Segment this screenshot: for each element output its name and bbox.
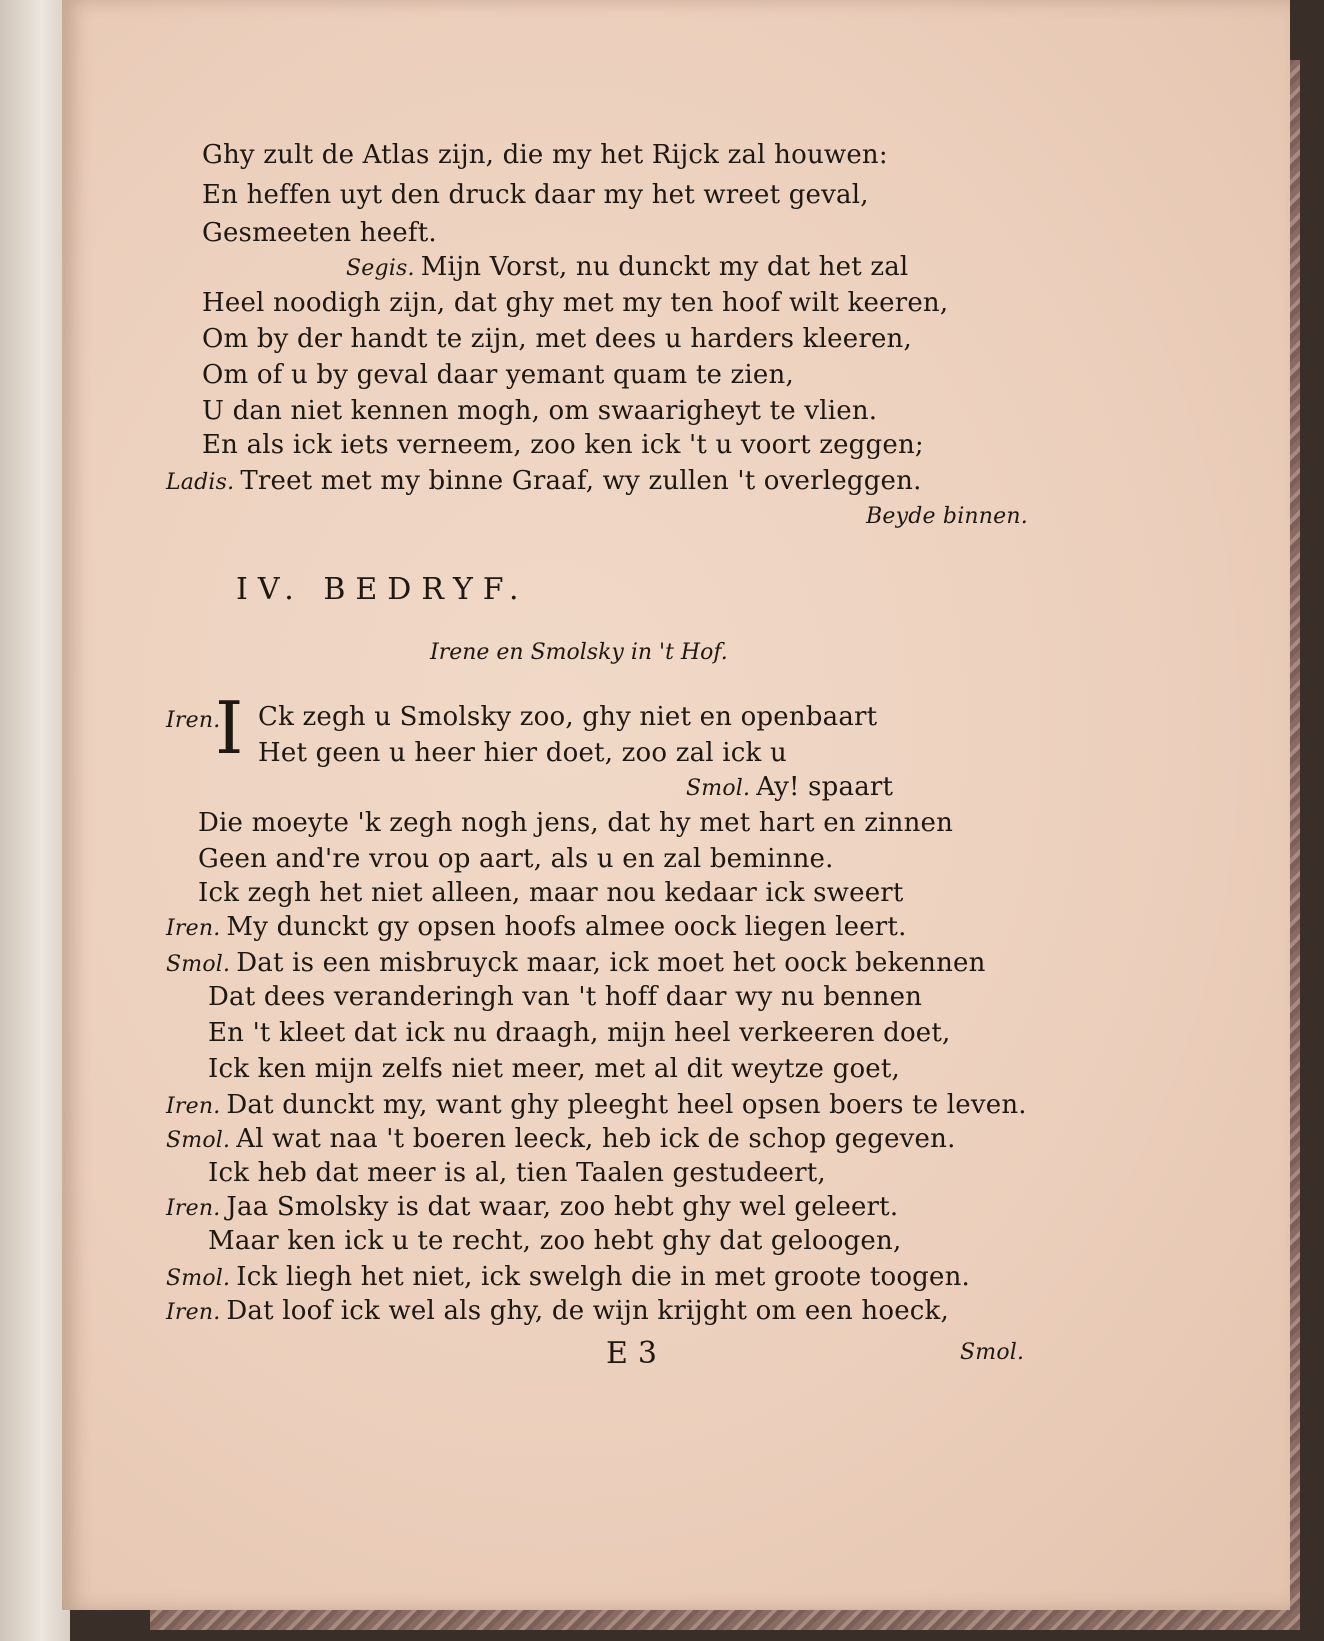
verse-line: Ck zegh u Smolsky zoo, ghy niet en openbaart bbox=[258, 702, 878, 732]
drop-capital: I bbox=[215, 686, 244, 770]
verse-line: Ick heb dat meer is al, tien Taalen gestudeert, bbox=[208, 1158, 826, 1188]
verse-line: Ick ken mijn zelfs niet meer, met al dit weytze goet, bbox=[208, 1054, 900, 1084]
verse-line: U dan niet kennen mogh, om swaarigheyt te vlien. bbox=[202, 396, 878, 426]
verse-line: Smol. Al wat naa 't boeren leeck, heb ick de schop gegeven. bbox=[166, 1124, 956, 1154]
signature-mark: E 3 bbox=[606, 1336, 658, 1371]
facing-page-edge bbox=[0, 0, 70, 1641]
verse-line: Heel noodigh zijn, dat ghy met my ten hoof wilt keeren, bbox=[202, 288, 949, 318]
catchword: Smol. bbox=[960, 1340, 1025, 1365]
verse-line: En als ick iets verneem, zoo ken ick 't u voort zeggen; bbox=[202, 430, 924, 460]
verse-line: Ghy zult de Atlas zijn, die my het Rijck zal houwen: bbox=[202, 140, 888, 170]
verse-line: Geen and're vrou op aart, als u en zal beminne. bbox=[198, 844, 834, 874]
verse-line: Smol. Ay! spaart bbox=[686, 772, 894, 802]
verse-line: Maar ken ick u te recht, zoo hebt ghy dat geloogen, bbox=[208, 1226, 902, 1256]
act-heading: IV. BEDRYF. bbox=[236, 572, 529, 607]
verse-line: Smol. Dat is een misbruyck maar, ick moet het oock bekennen bbox=[166, 948, 986, 978]
verse-line: Iren. Dat loof ick wel als ghy, de wijn krijght om een hoeck, bbox=[166, 1296, 949, 1326]
book-page bbox=[62, 0, 1290, 1610]
verse-line: Iren. My dunckt gy opsen hoofs almee oock liegen leert. bbox=[166, 912, 907, 942]
verse-line: Die moeyte 'k zegh nogh jens, dat hy met hart en zinnen bbox=[198, 808, 954, 838]
speaker-label: Iren. bbox=[166, 708, 221, 733]
stage-direction: Beyde binnen. bbox=[866, 504, 1028, 529]
verse-line: Gesmeeten heeft. bbox=[202, 218, 437, 248]
verse-line: Om by der handt te zijn, met dees u harders kleeren, bbox=[202, 324, 912, 354]
verse-line: Segis. Mijn Vorst, nu dunckt my dat het zal bbox=[346, 252, 909, 282]
verse-line: Smol. Ick liegh het niet, ick swelgh die in met groote toogen. bbox=[166, 1262, 971, 1292]
verse-line: Het geen u heer hier doet, zoo zal ick u bbox=[258, 738, 787, 768]
verse-line: Iren. Jaa Smolsky is dat waar, zoo hebt ghy wel geleert. bbox=[166, 1192, 899, 1222]
verse-line: En 't kleet dat ick nu draagh, mijn heel verkeeren doet, bbox=[208, 1018, 951, 1048]
verse-line: En heffen uyt den druck daar my het wreet geval, bbox=[202, 180, 869, 210]
scene-title: Irene en Smolsky in 't Hof. bbox=[430, 640, 728, 665]
verse-line: Dat dees veranderingh van 't hoff daar wy nu bennen bbox=[208, 982, 923, 1012]
verse-line: Om of u by geval daar yemant quam te zien, bbox=[202, 360, 794, 390]
verse-line: Ick zegh het niet alleen, maar nou kedaar ick sweert bbox=[198, 878, 904, 908]
verse-line: Ladis. Treet met my binne Graaf, wy zullen 't overleggen. bbox=[166, 466, 922, 496]
verse-line: Iren. Dat dunckt my, want ghy pleeght heel opsen boers te leven. bbox=[166, 1090, 1027, 1120]
